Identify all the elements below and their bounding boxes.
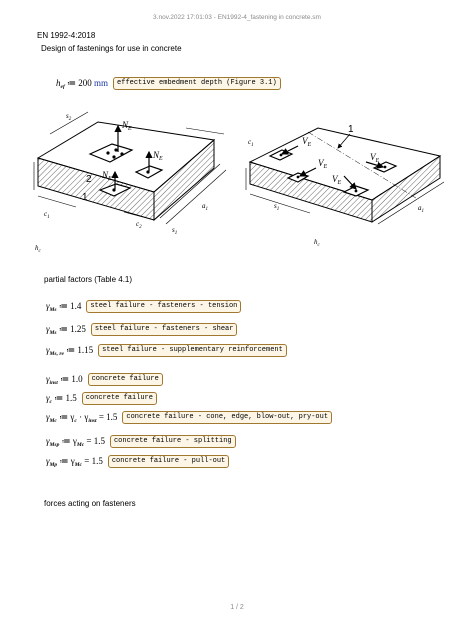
gamma-symbol: γ	[46, 392, 50, 403]
factor-value: ≔ γ	[59, 455, 75, 466]
label-s2: $s_2$	[66, 112, 72, 122]
factor-subscript: Mp	[49, 461, 58, 468]
figure-tension-fasteners	[36, 100, 236, 252]
factor-row[interactable]	[46, 323, 237, 336]
factor-subscript: Ms, re	[49, 350, 64, 357]
rhs-result: = 1.5	[84, 435, 105, 446]
label-c2: $c_2$	[136, 220, 142, 230]
factor-comment: concrete failure	[82, 392, 157, 405]
factor-value: ≔ 1.25	[58, 323, 86, 334]
rhs-result: = 1.5	[96, 411, 118, 422]
factor-comment: concrete failure - pull-out	[108, 455, 229, 468]
factor-row[interactable]	[46, 392, 157, 405]
label-VE-2: $V_E$	[318, 158, 328, 170]
factor-comment: steel failure - fasteners - tension	[86, 300, 241, 313]
rhs-subscript: Mc	[76, 441, 85, 448]
label-s1-right: $s_1$	[274, 202, 280, 212]
label-c1: $c_1$	[44, 210, 50, 220]
embedment-unit: mm	[94, 77, 109, 88]
rhs-subscript: Mc	[74, 461, 83, 468]
factor-value: ≔ γ	[61, 435, 77, 446]
embedment-subscript: ef	[60, 83, 65, 90]
callout-1: 1	[82, 192, 88, 203]
gamma-symbol: γ	[46, 435, 50, 446]
embedment-operator: ≔	[67, 77, 77, 88]
factor-subscript: inst	[49, 379, 58, 386]
rhs-subscript: c	[74, 417, 77, 424]
factor-row[interactable]	[46, 300, 241, 313]
factor-row[interactable]	[46, 344, 287, 357]
factor-subscript: c	[49, 398, 52, 405]
factor-value: ≔ 1.4	[58, 300, 82, 311]
callout-1-right: 1	[348, 124, 354, 135]
label-NE-3: $N_E$	[102, 170, 112, 182]
factor-subscript: Msp	[49, 441, 60, 448]
label-NE-1: $N_E$	[122, 120, 132, 132]
label-NE-2: $N_E$	[153, 150, 163, 162]
label-VE-1: $V_E$	[302, 136, 312, 148]
page-header: 3.nov.2022 17:01:03 - EN1992-4_fastening in concrete.sm	[153, 14, 321, 21]
standard-title: EN 1992-4:2018	[37, 31, 96, 40]
label-VE-4: $V_E$	[370, 152, 380, 164]
gamma-symbol: γ	[46, 323, 50, 334]
label-h-right: $h_c$	[314, 238, 320, 248]
label-VE-3: $V_E$	[332, 174, 342, 186]
factor-comment: concrete failure - splitting	[110, 435, 236, 448]
label-c1-right: $c_1$	[248, 138, 254, 148]
gamma-symbol: γ	[46, 411, 50, 422]
gamma-symbol: γ	[46, 344, 50, 355]
factor-subscript: Ms	[49, 329, 57, 336]
factor-comment: steel failure - supplementary reinforcement	[98, 344, 287, 357]
factor-row[interactable]	[46, 373, 163, 386]
factor-comment: concrete failure	[88, 373, 163, 386]
document-subtitle: Design of fastenings for use in concrete	[41, 44, 182, 53]
label-a1-right: $a_1$	[418, 204, 424, 214]
page-number: 1 / 2	[230, 604, 244, 611]
gamma-symbol: γ	[46, 373, 50, 384]
factor-row[interactable]	[46, 411, 332, 424]
rhs-operator: · γ	[76, 411, 89, 422]
embedment-value: 200	[78, 77, 92, 88]
rhs-subscript: inst	[88, 417, 97, 424]
embedment-equation[interactable]	[56, 77, 281, 90]
factor-comment: concrete failure - cone, edge, blow-out, pry-out	[122, 411, 332, 424]
factor-row[interactable]	[46, 455, 229, 468]
factor-value: ≔ 1.0	[60, 373, 83, 384]
factor-row[interactable]	[46, 435, 236, 448]
callout-2: 2	[86, 174, 92, 185]
factor-value: ≔ 1.15	[66, 344, 94, 355]
factor-comment: steel failure - fasteners - shear	[91, 323, 238, 336]
label-h: $h_c$	[35, 244, 41, 254]
gamma-symbol: γ	[46, 300, 50, 311]
embedment-comment: effective embedment depth (Figure 3.1)	[113, 77, 281, 90]
gamma-symbol: γ	[46, 455, 50, 466]
factor-subscript: Ms	[49, 306, 57, 313]
label-a1: $a_1$	[202, 202, 208, 212]
label-s1: $s_1$	[172, 226, 178, 236]
factor-value: ≔ 1.5	[54, 392, 77, 403]
forces-heading: forces acting on fasteners	[44, 499, 136, 508]
embedment-symbol: h	[56, 77, 61, 88]
factor-value: ≔ γ	[59, 411, 75, 422]
partial-factors-heading: partial factors (Table 4.1)	[44, 275, 133, 284]
rhs-result: = 1.5	[82, 455, 103, 466]
figure-shear-fasteners	[246, 118, 444, 256]
factor-subscript: Mc	[49, 417, 57, 424]
